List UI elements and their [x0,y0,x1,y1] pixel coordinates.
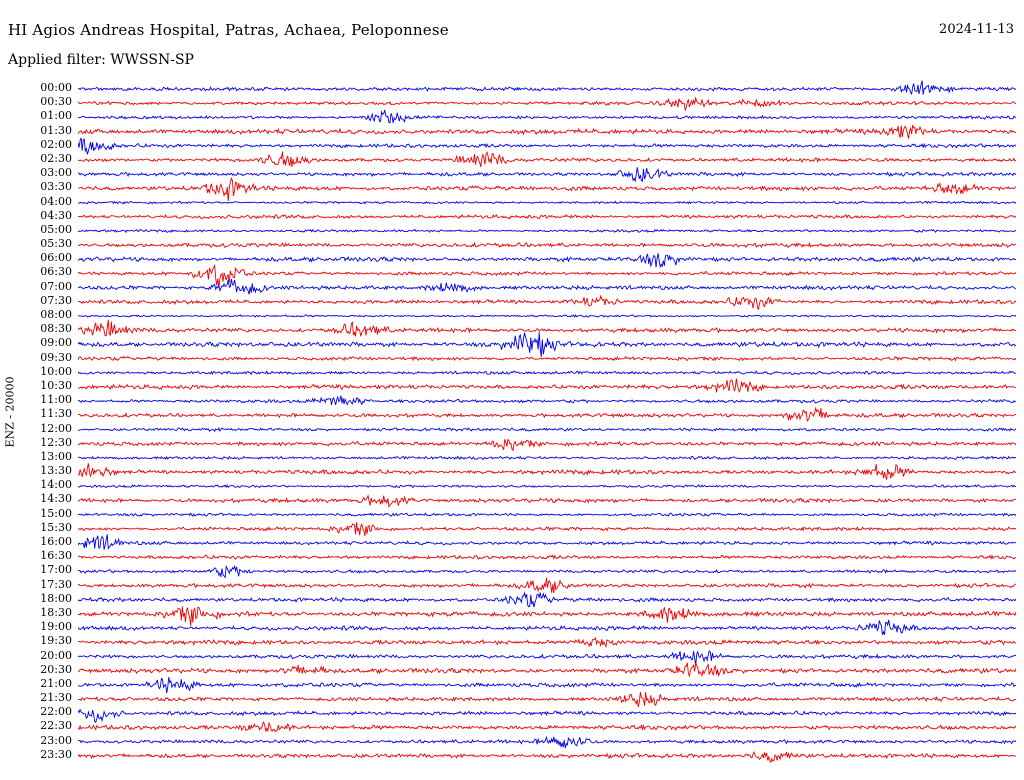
trace-line [78,606,1016,625]
trace-line [78,379,1016,393]
time-label: 00:30 [40,95,72,109]
record-date: 2024-11-13 [939,22,1014,37]
trace-line [78,651,1016,665]
time-label: 06:30 [40,265,72,279]
time-label: 18:00 [40,591,72,605]
trace-line [78,81,1016,95]
time-label: 19:30 [40,634,72,648]
time-label: 16:00 [40,535,72,548]
trace-line [78,332,1016,357]
trace-line [78,496,1016,507]
trace-line [78,463,1016,479]
trace-line [78,456,1016,459]
trace-line [78,485,1016,488]
trace-line [78,215,1016,219]
trace-container [78,78,1016,778]
time-label: 08:00 [40,308,72,321]
trace-line [78,152,1016,167]
time-label: 10:30 [40,378,72,392]
trace-line [78,593,1016,608]
trace-line [78,167,1016,181]
trace-line [78,178,1016,201]
trace-line [78,566,1016,577]
time-label: 13:30 [40,464,72,478]
time-label: 12:00 [40,421,72,435]
time-label: 04:00 [40,194,72,208]
trace-line [78,357,1016,361]
trace-line [78,737,1016,748]
time-label: 05:00 [40,222,72,236]
time-axis-labels [0,78,78,778]
time-label: 09:30 [40,350,72,364]
time-label: 15:30 [40,520,72,534]
page-title: HI Agios Andreas Hospital, Patras, Achaea, Peloponnese [8,21,449,39]
trace-line [78,111,1016,123]
time-label: 14:30 [40,492,72,506]
time-label: 02:00 [40,137,72,151]
trace-line [78,253,1016,267]
trace-line [78,692,1016,707]
trace-line [78,243,1016,248]
time-label: 15:00 [40,506,72,520]
time-label: 10:00 [40,364,72,378]
trace-line [78,638,1016,647]
helicorder-plot [0,78,1024,780]
trace-line [78,439,1016,450]
chart-header [0,0,1024,78]
time-label: 05:30 [40,237,72,251]
time-label: 21:30 [40,691,72,705]
trace-line [78,428,1016,431]
time-label: 22:30 [40,719,72,733]
trace-line [78,555,1016,559]
time-label: 12:30 [40,435,72,449]
trace-line [78,663,1016,676]
time-label: 11:00 [40,393,72,407]
trace-line [78,513,1016,516]
time-label: 04:30 [40,208,72,222]
trace-line [78,138,1016,154]
time-label: 20:30 [40,662,72,676]
time-label: 21:00 [40,676,72,690]
trace-line [78,201,1016,204]
time-label: 23:00 [40,733,72,747]
trace-line [78,752,1016,762]
trace-line [78,279,1016,294]
trace-line [78,396,1016,405]
time-label: 19:00 [40,620,72,634]
time-label: 20:00 [40,648,72,662]
time-label: 07:00 [40,279,72,293]
trace-line [78,578,1016,593]
time-label: 23:30 [40,747,72,761]
trace-line [78,522,1016,536]
time-label: 02:30 [40,151,72,165]
time-label: 08:30 [40,322,72,336]
time-label: 17:30 [40,577,72,591]
applied-filter-label: Applied filter: WWSSN-SP [8,52,194,68]
time-label: 03:30 [40,180,72,194]
time-label: 01:30 [40,123,72,137]
trace-line [78,371,1016,374]
trace-line [78,408,1016,421]
time-label: 09:00 [40,336,72,350]
trace-line [78,710,1016,723]
trace-line [78,230,1016,233]
time-label: 16:30 [40,549,72,563]
time-label: 07:30 [40,293,72,307]
trace-line [78,320,1016,337]
time-label: 17:00 [40,563,72,577]
time-label: 06:00 [40,251,72,265]
time-label: 00:00 [40,81,72,94]
time-label: 01:00 [40,109,72,123]
trace-line [78,677,1016,693]
trace-line [78,722,1016,732]
time-label: 13:00 [40,449,72,463]
trace-line [78,98,1016,110]
trace-line [78,296,1016,310]
trace-line [78,265,1016,287]
trace-line [78,315,1016,317]
time-label: 18:30 [40,605,72,619]
trace-line [78,620,1016,635]
time-label: 03:00 [40,166,72,180]
time-label: 22:00 [40,705,72,719]
seismogram-traces [78,78,1016,778]
time-label: 11:30 [40,407,72,421]
trace-line [78,125,1016,139]
trace-line [78,534,1016,549]
y-axis-label: ENZ - 20000 [3,376,17,448]
time-label: 14:00 [40,478,72,492]
